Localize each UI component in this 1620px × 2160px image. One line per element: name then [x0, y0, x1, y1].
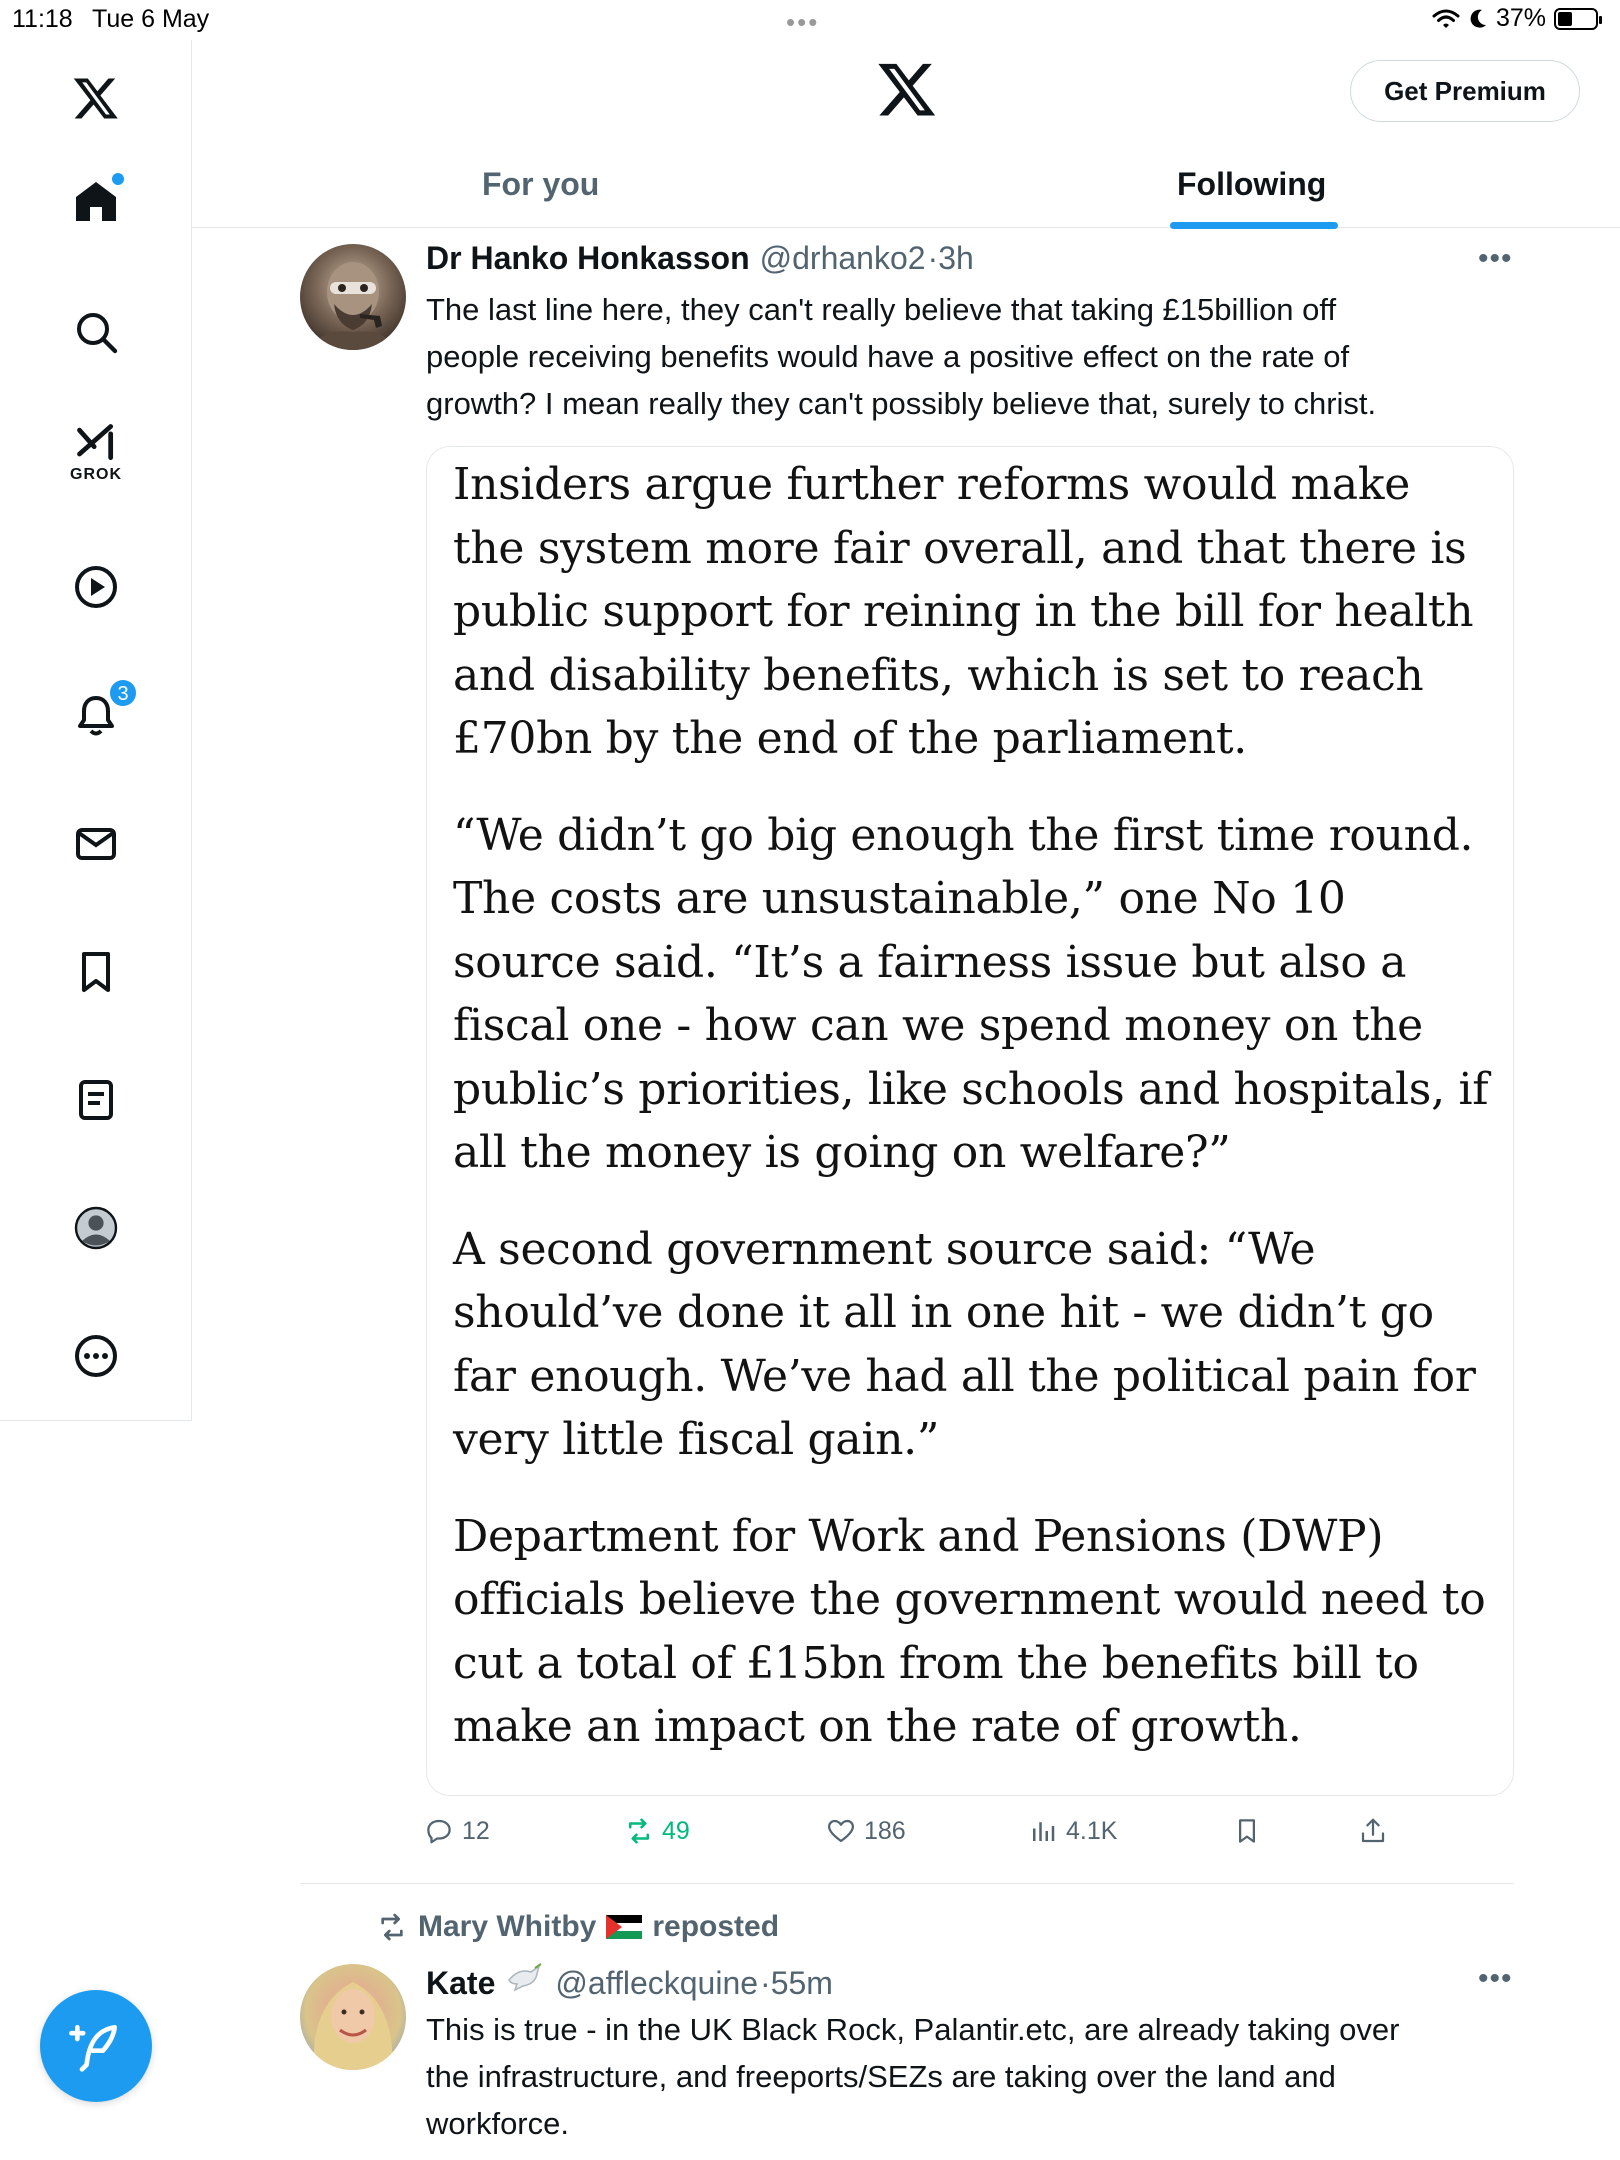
tweet2-more-icon[interactable]: ••• — [1478, 1962, 1513, 1995]
notifications-badge: 3 — [108, 678, 138, 708]
tweet1-actions — [424, 1816, 1424, 1860]
tweet1-more-icon[interactable]: ••• — [1478, 242, 1513, 275]
video-play-icon[interactable] — [64, 555, 128, 619]
x-logo-icon[interactable] — [64, 66, 128, 130]
reply-button[interactable] — [424, 1816, 490, 1846]
views-chart-icon — [1028, 1816, 1058, 1846]
tab-following[interactable]: Following — [1177, 165, 1327, 202]
bookmark-button[interactable] — [1232, 1816, 1262, 1846]
tweet1-text-line: growth? I mean really they can't possibly believe that, surely to christ. — [426, 386, 1377, 421]
repost-button[interactable] — [624, 1816, 690, 1846]
dove-emoji-icon — [505, 1960, 545, 1994]
tweet2-repost-context — [376, 1910, 779, 1944]
tweet1-text — [426, 286, 1506, 427]
like-count: 186 — [864, 1816, 906, 1845]
multitasking-dots-icon[interactable]: ••• — [786, 7, 820, 37]
battery-icon — [1554, 8, 1598, 30]
share-icon — [1358, 1816, 1388, 1846]
tweet1-text-line: people receiving benefits would have a positive effect on the rate of — [426, 339, 1350, 374]
tweet2-text — [426, 2006, 1506, 2147]
reply-count: 12 — [462, 1816, 490, 1845]
status-bar — [0, 0, 1620, 40]
bookmark-icon — [1232, 1816, 1262, 1846]
grok-label: GROK — [70, 466, 122, 483]
reply-icon — [424, 1816, 454, 1846]
tweet2-text-line: the infrastructure, and freeports/SEZs are taking over the land and — [426, 2059, 1336, 2094]
get-premium-button[interactable]: Get Premium — [1350, 60, 1580, 122]
status-time: 11:18 — [12, 5, 73, 33]
tweet2-timestamp[interactable]: ·55m — [760, 1965, 833, 2001]
lists-icon[interactable] — [64, 1068, 128, 1132]
tweet2-header — [426, 1960, 833, 2002]
moon-icon — [1468, 8, 1488, 30]
active-tab-indicator — [1170, 222, 1338, 229]
share-button[interactable] — [1358, 1816, 1388, 1846]
timeline-tabs — [192, 140, 1620, 228]
status-right — [1432, 4, 1598, 33]
quote-paragraph: A second government source said: “We should’ve done it all in one hit - we didn’t go far enough. We’ve had all the political pain for very little fiscal gain.” — [453, 1223, 1476, 1465]
tweet1-text-line: The last line here, they can't really believe that taking £15billion off — [426, 292, 1337, 327]
tweet1-timestamp[interactable]: ·3h — [927, 240, 974, 276]
home-icon[interactable] — [64, 169, 128, 233]
tweet1-quoted-image[interactable] — [426, 446, 1514, 1796]
like-button[interactable] — [826, 1816, 906, 1846]
compose-post-button[interactable] — [40, 1990, 152, 2102]
repost-icon — [624, 1816, 654, 1846]
quote-paragraph: Insiders argue further reforms would make the system more fair overall, and that there is public support for reining in the bill for health and disability benefits, which is set to reach £70bn by the end of the parliament. — [453, 459, 1474, 764]
tweet2-text-line: workforce. — [426, 2106, 569, 2141]
tweet2-author-handle[interactable]: @affleckquine — [555, 1965, 759, 2001]
tweet1-author-handle[interactable]: @drhanko2 — [759, 240, 926, 276]
reposted-by-name[interactable]: Mary Whitby — [418, 1910, 597, 1943]
messages-envelope-icon[interactable] — [64, 812, 128, 876]
tweet2-text-line: This is true - in the UK Black Rock, Palantir.etc, are already taking over — [426, 2012, 1400, 2047]
wifi-icon — [1432, 8, 1460, 30]
quote-paragraph: Department for Work and Pensions (DWP) officials believe the government would need to cut a total of £15bn from the benefits bill to make an impact on the rate of growth. — [453, 1510, 1486, 1752]
tab-for-you[interactable]: For you — [482, 165, 600, 202]
views-button[interactable] — [1028, 1816, 1117, 1846]
bookmark-icon[interactable] — [64, 940, 128, 1004]
quote-paragraph: “We didn’t go big enough the first time round. The costs are unsustainable,” one No 10 source said. “It’s a fairness issue but also a fiscal one - how can we spend money on the public’s priorities, like schools and hospitals, if all the money is going on welfare?” — [453, 809, 1489, 1178]
tweet-divider — [300, 1883, 1514, 1884]
repost-icon — [376, 1911, 408, 1943]
x-header-logo-icon[interactable] — [876, 58, 938, 120]
tweet2-author-name[interactable]: Kate — [426, 1965, 496, 2001]
more-options-icon[interactable] — [64, 1324, 128, 1388]
heart-icon — [826, 1816, 856, 1846]
notifications-bell-icon[interactable] — [64, 684, 128, 748]
grok-icon[interactable] — [64, 418, 128, 482]
battery-percent: 37% — [1495, 4, 1546, 32]
compose-feather-icon — [68, 2018, 124, 2074]
profile-avatar-icon[interactable] — [64, 1196, 128, 1260]
search-icon[interactable] — [64, 300, 128, 364]
sidebar — [0, 40, 192, 1420]
tweet1-author-name[interactable]: Dr Hanko Honkasson — [426, 240, 750, 276]
views-count: 4.1K — [1066, 1816, 1118, 1845]
repost-count: 49 — [662, 1816, 690, 1845]
tweet1-header — [426, 240, 974, 277]
tweet1-avatar[interactable] — [300, 244, 406, 350]
palestine-flag-icon — [606, 1915, 642, 1939]
tweet2-avatar[interactable] — [300, 1964, 406, 2070]
status-date: Tue 6 May — [92, 5, 210, 33]
home-unread-dot — [112, 173, 124, 185]
sidebar-divider — [0, 1420, 192, 1421]
reposted-label: reposted — [652, 1910, 780, 1943]
